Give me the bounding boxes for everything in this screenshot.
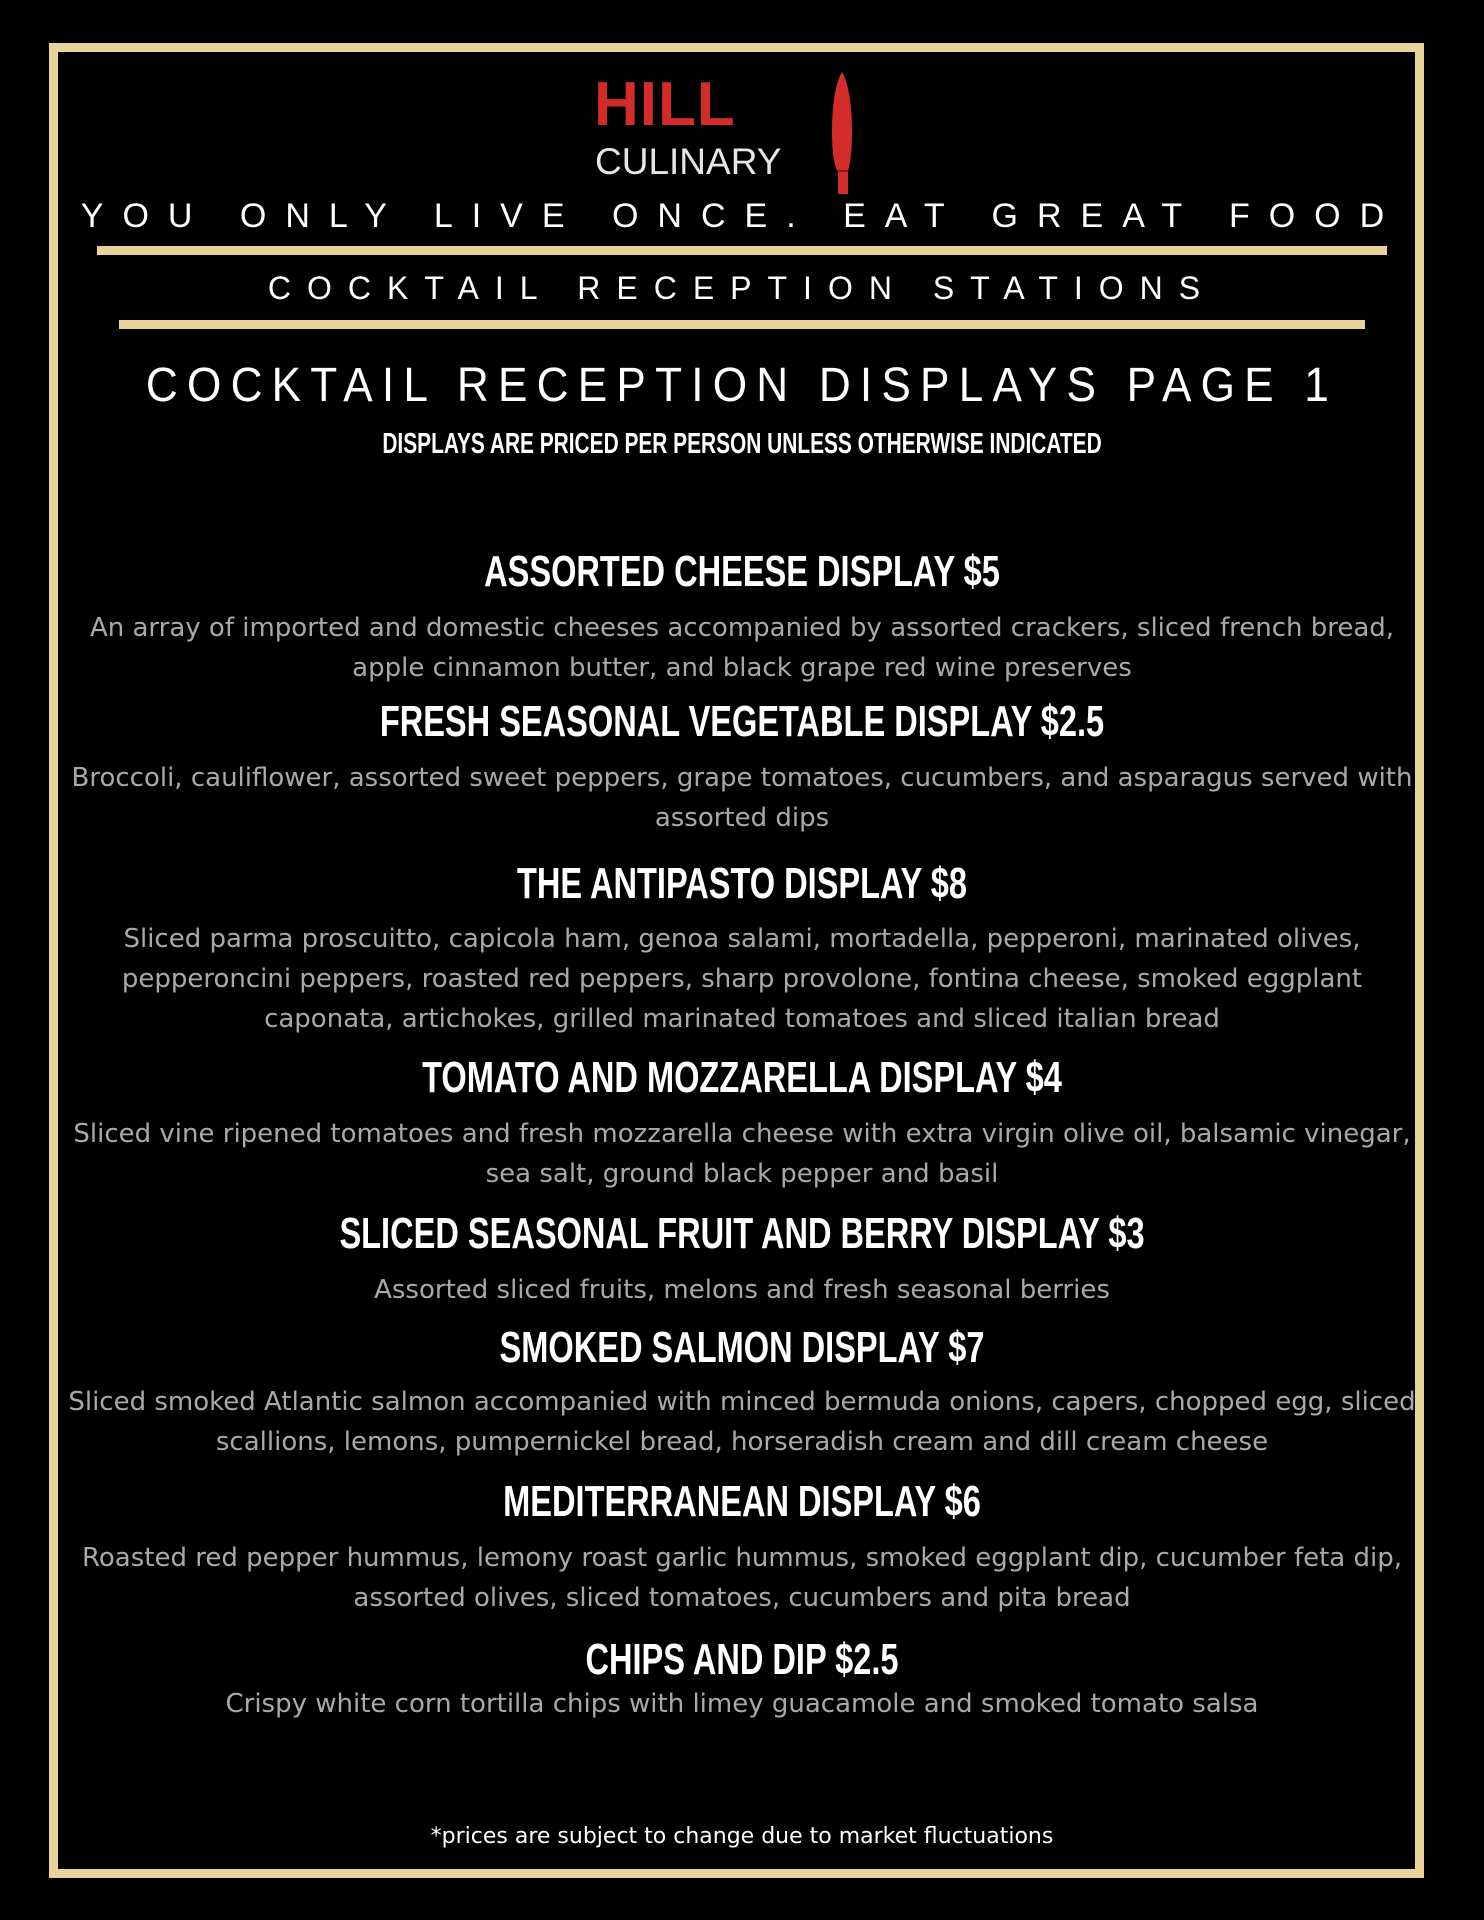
- menu-item-title: ASSORTED CHEESE DISPLAY $5: [484, 547, 1000, 596]
- menu-item-description: Sliced smoked Atlantic salmon accompanied with minced bermuda onions, capers, chopped egg, sliced scallions, lemons, pumpernickel bread, horseradish cream and dill cream cheese: [68, 1387, 1416, 1457]
- menu-item-title: THE ANTIPASTO DISPLAY $8: [517, 859, 967, 908]
- menu-item-description: Roasted red pepper hummus, lemony roast garlic hummus, smoked eggplant dip, cucumber feta dip, assorted olives, sliced tomatoes, cucumbers and pita bread: [82, 1543, 1402, 1613]
- brand-logo: [594, 72, 894, 192]
- brand-name-culinary: CULINARY: [595, 141, 782, 182]
- chef-knife-icon: [826, 72, 858, 194]
- menu-item-title: SLICED SEASONAL FRUIT AND BERRY DISPLAY $3: [339, 1209, 1145, 1258]
- section-title: COCKTAIL RECEPTION STATIONS: [267, 270, 1217, 306]
- menu-item-description: Crispy white corn tortilla chips with limey guacamole and smoked tomato salsa: [225, 1689, 1259, 1719]
- menu-item-title: MEDITERRANEAN DISPLAY $6: [503, 1477, 981, 1526]
- price-disclaimer: *prices are subject to change due to market fluctuations: [430, 1824, 1054, 1849]
- menu-item-title: CHIPS AND DIP $2.5: [585, 1635, 899, 1684]
- menu-item-description: Broccoli, cauliflower, assorted sweet peppers, grape tomatoes, cucumbers, and asparagus served with assorted dips: [71, 763, 1413, 833]
- menu-item-title: SMOKED SALMON DISPLAY $7: [499, 1323, 985, 1372]
- menu-item-description: Sliced vine ripened tomatoes and fresh mozzarella cheese with extra virgin olive oil, balsamic vinegar, sea salt, ground black pepper and basil: [73, 1119, 1411, 1189]
- menu-item-title: TOMATO AND MOZZARELLA DISPLAY $4: [422, 1053, 1062, 1102]
- brand-name-hill: HILL: [594, 70, 736, 139]
- divider-top: [97, 246, 1387, 255]
- tagline: YOU ONLY LIVE ONCE. EAT GREAT FOOD: [80, 197, 1404, 235]
- divider-bottom: [119, 320, 1365, 329]
- menu-item-description: An array of imported and domestic cheeses accompanied by assorted crackers, sliced french bread, apple cinnamon butter, and black grape red wine preserves: [89, 613, 1395, 683]
- menu-item-description: Assorted sliced fruits, melons and fresh seasonal berries: [374, 1275, 1110, 1305]
- menu-item-title: FRESH SEASONAL VEGETABLE DISPLAY $2.5: [379, 697, 1105, 746]
- pricing-note: DISPLAYS ARE PRICED PER PERSON UNLESS OTHERWISE INDICATED: [382, 428, 1102, 460]
- menu-item-description: Sliced parma proscuitto, capicola ham, genoa salami, mortadella, pepperoni, marinated olives, pepperoncini peppers, roasted red peppers, sharp provolone, fontina cheese, smoked eggplant caponata, artichokes, grilled marinated tomatoes and sliced italian bread: [121, 924, 1363, 1034]
- page-title: COCKTAIL RECEPTION DISPLAYS PAGE 1: [145, 359, 1339, 412]
